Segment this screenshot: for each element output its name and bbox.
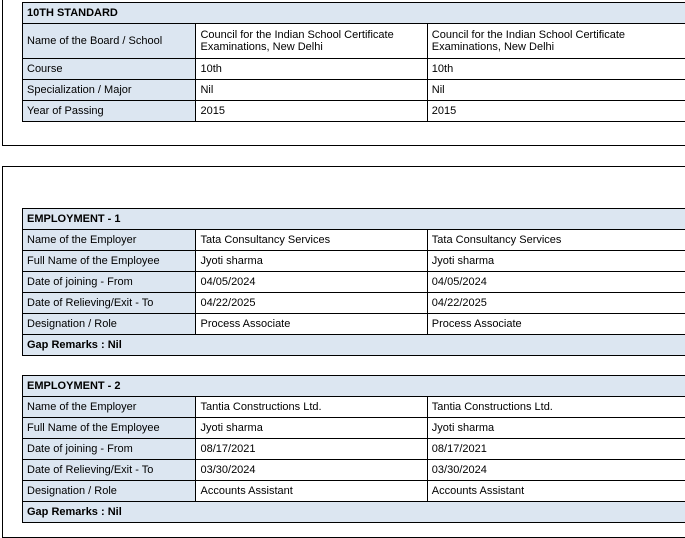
table-row xyxy=(23,59,685,80)
table-row xyxy=(23,101,685,122)
row-value: 08/17/2021 xyxy=(196,439,427,460)
employment-2-table xyxy=(22,375,685,523)
table-row xyxy=(23,397,685,418)
row-label: Name of the Employer xyxy=(23,230,196,251)
row-label: Designation / Role xyxy=(23,314,196,335)
table-row xyxy=(23,251,685,272)
row-label: Course xyxy=(23,59,196,80)
row-value-verified: 03/30/2024 xyxy=(427,460,685,481)
row-value-verified: 04/05/2024 xyxy=(427,272,685,293)
section-title: 10TH STANDARD xyxy=(23,3,685,24)
row-label: Date of joining - From xyxy=(23,272,196,293)
row-value: 04/22/2025 xyxy=(196,293,427,314)
gap-remarks-row xyxy=(23,335,685,356)
row-value: Council for the Indian School Certificate Examinations, New Delhi xyxy=(196,24,427,59)
table-header-row xyxy=(23,376,685,397)
table-header-row xyxy=(23,3,685,24)
table-row xyxy=(23,481,685,502)
table-row xyxy=(23,439,685,460)
row-value-verified: Nil xyxy=(427,80,685,101)
table-row xyxy=(23,80,685,101)
row-label: Full Name of the Employee xyxy=(23,251,196,272)
row-value-verified: Jyoti sharma xyxy=(427,418,685,439)
row-label: Designation / Role xyxy=(23,481,196,502)
gap-remarks: Gap Remarks : Nil xyxy=(23,502,685,523)
row-value: 03/30/2024 xyxy=(196,460,427,481)
row-value: Tata Consultancy Services xyxy=(196,230,427,251)
row-value-verified: Council for the Indian School Certificate Examinations, New Delhi xyxy=(427,24,685,59)
table-row xyxy=(23,314,685,335)
gap-remarks-row xyxy=(23,502,685,523)
row-value-verified: Jyoti sharma xyxy=(427,251,685,272)
table-row xyxy=(23,418,685,439)
row-value-verified: 04/22/2025 xyxy=(427,293,685,314)
row-label: Specialization / Major xyxy=(23,80,196,101)
row-value: 04/05/2024 xyxy=(196,272,427,293)
row-value: Accounts Assistant xyxy=(196,481,427,502)
row-label: Name of the Board / School xyxy=(23,24,196,59)
gap-remarks: Gap Remarks : Nil xyxy=(23,335,685,356)
row-value: Nil xyxy=(196,80,427,101)
section-title: EMPLOYMENT - 2 xyxy=(23,376,685,397)
row-value-verified: 2015 xyxy=(427,101,685,122)
table-row xyxy=(23,293,685,314)
education-table xyxy=(22,2,685,122)
row-value-verified: Tata Consultancy Services xyxy=(427,230,685,251)
row-label: Full Name of the Employee xyxy=(23,418,196,439)
row-value: Jyoti sharma xyxy=(196,418,427,439)
row-label: Date of Relieving/Exit - To xyxy=(23,460,196,481)
row-value-verified: 08/17/2021 xyxy=(427,439,685,460)
row-label: Name of the Employer xyxy=(23,397,196,418)
table-row xyxy=(23,24,685,59)
row-label: Date of Relieving/Exit - To xyxy=(23,293,196,314)
employment-1-table xyxy=(22,208,685,356)
row-value-verified: 10th xyxy=(427,59,685,80)
row-value: Tantia Constructions Ltd. xyxy=(196,397,427,418)
row-value-verified: Process Associate xyxy=(427,314,685,335)
section-title: EMPLOYMENT - 1 xyxy=(23,209,685,230)
row-value: 2015 xyxy=(196,101,427,122)
table-header-row xyxy=(23,209,685,230)
row-value: 10th xyxy=(196,59,427,80)
row-value-verified: Tantia Constructions Ltd. xyxy=(427,397,685,418)
row-value-verified: Accounts Assistant xyxy=(427,481,685,502)
row-value: Jyoti sharma xyxy=(196,251,427,272)
row-label: Year of Passing xyxy=(23,101,196,122)
row-label: Date of joining - From xyxy=(23,439,196,460)
table-row xyxy=(23,272,685,293)
table-row xyxy=(23,460,685,481)
row-value: Process Associate xyxy=(196,314,427,335)
table-row xyxy=(23,230,685,251)
